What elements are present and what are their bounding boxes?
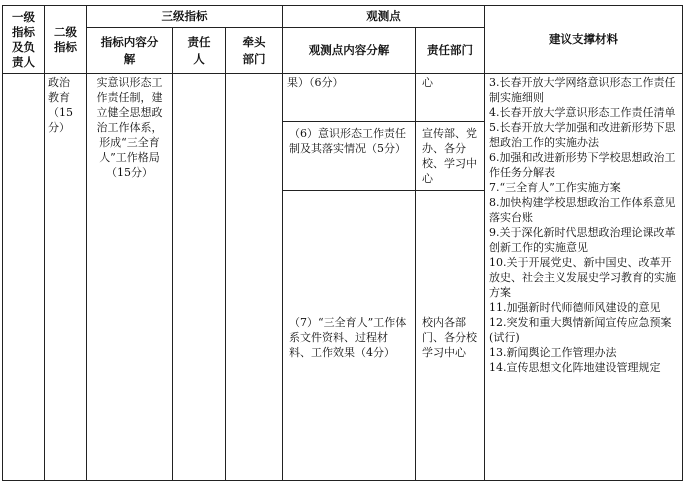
material-item: 14.宣传思想文化阵地建设管理规定: [489, 361, 661, 374]
material-item: 5.长春开放大学加强和改进新形势下思想政治工作的实施办法: [489, 121, 676, 149]
header-level3: 三级指标: [87, 6, 283, 28]
material-item: 3.长春开放大学网络意识形态工作责任制实施细则: [489, 76, 676, 104]
header-responsible-person: 责任人: [173, 28, 226, 74]
obs-item-3: （7）“三全育人”工作体系文件资料、过程材料、工作效果（4分）: [283, 191, 416, 481]
materials-cell: [485, 74, 683, 481]
header-materials: 建议支撑材料: [485, 6, 683, 74]
indicator-table: [2, 5, 683, 481]
level3-content-cell: 实意识形态工作责任制，建立健全思想政治工作体系，形成“三全育人”工作格局（15分）: [87, 74, 173, 481]
obs-item-2: （6）意识形态工作责任制及其落实情况（5分）: [283, 122, 416, 191]
header-observation: 观测点: [283, 6, 485, 28]
header-obs-breakdown: 观测点内容分解: [283, 28, 416, 74]
material-item: 10.关于开展党史、新中国史、改革开放史、社会主义发展史学习教育的实施方案: [489, 256, 677, 299]
material-item: 12.突发和重大舆情新闻宣传应急预案(试行): [489, 316, 672, 344]
obs-item-1: 果）（6分）: [283, 74, 416, 122]
material-item: 4.长春开放大学意识形态工作责任清单: [489, 106, 676, 119]
material-item: 9.关于深化新时代思想政治理论课改革创新工作的实施意见: [489, 226, 676, 254]
material-item: 8.加快构建学校思想政治工作体系意见落实台账: [489, 196, 676, 224]
obs-dept-3: 校内各部门、各分校学习中心: [416, 191, 485, 481]
header-level1: 一级指标及负责人: [3, 6, 45, 74]
obs-dept-2: 宣传部、党办、各分校、学习中心: [416, 122, 485, 191]
header-responsible-dept: 责任部门: [416, 28, 485, 74]
material-item: 6.加强和改进新形势下学校思想政治工作任务分解表: [489, 151, 676, 179]
material-item: 7.“三全育人”工作实施方案: [489, 181, 621, 194]
level1-cell: [3, 74, 45, 481]
header-content-breakdown: 指标内容分解: [87, 28, 173, 74]
header-level2: 二级指标: [45, 6, 87, 74]
header-lead-department: 牵头部门: [226, 28, 283, 74]
lead-department-cell: [226, 74, 283, 481]
material-item: 13.新闻舆论工作管理办法: [489, 346, 617, 359]
level2-cell: 政治教育（15分）: [45, 74, 87, 481]
material-item: 11.加强新时代师德师风建设的意见: [489, 301, 661, 314]
obs-dept-1: 心: [416, 74, 485, 122]
responsible-person-cell: [173, 74, 226, 481]
